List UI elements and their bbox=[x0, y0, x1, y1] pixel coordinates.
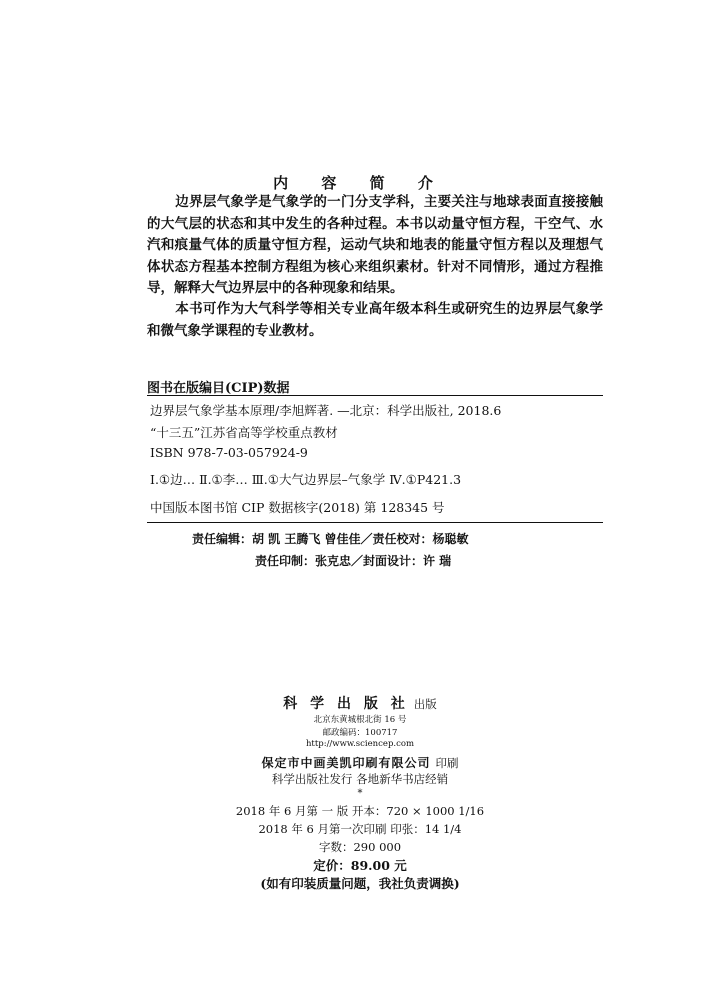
printer-line bbox=[0, 752, 720, 771]
publisher-postcode: 邮政编码：100717 bbox=[322, 728, 398, 738]
cip-line-title: 边界层气象学基本原理/李旭辉著. —北京：科学出版社, 2018.6 bbox=[150, 403, 502, 418]
publisher-action: 出版 bbox=[413, 697, 437, 711]
cip-line-classification: Ⅰ.①边… Ⅱ.①李… Ⅲ.①大气边界层–气象学 Ⅳ.①P421.3 bbox=[150, 472, 462, 487]
publisher-website: http://www.sciencep.com bbox=[305, 739, 415, 749]
staff-line-2: 责任印制：张克忠／封面设计：许 瑞 bbox=[255, 554, 452, 568]
summary-paragraph-1-text: 边界层气象学是气象学的一门分支学科，主要关注与地球表面直接接触的大气层的状态和其中发生的各种过程。本书以动量守恒方程，干空气、水汽和痕量气体的质量守恒方程，运动气块和地表的能量守恒方程以及理想气体状态方程基本控制方程组为核心来组织素材。针对不同情形，通过方程推导，解释大气边界层中的各种现象和结果。 bbox=[147, 194, 603, 296]
publisher-address: 北京东黄城根北街 16 号 bbox=[313, 715, 407, 725]
summary-paragraph-2-text: 本书可作为大气科学等相关专业高年级本科生或研究生的边界层气象学和微气象学课程的专业教材。 bbox=[147, 301, 603, 339]
distribution-line: 科学出版社发行 各地新华书店经销 bbox=[271, 772, 449, 786]
summary-heading: 内 容 简 介 bbox=[273, 174, 447, 192]
cip-line-cip-number: 中国版本图书馆 CIP 数据核字(2018) 第 128345 号 bbox=[150, 500, 445, 515]
summary-paragraph-1 bbox=[147, 192, 603, 300]
cip-line-isbn: ISBN 978-7-03-057924-9 bbox=[150, 445, 308, 460]
price: 定价：89.00 元 bbox=[313, 858, 407, 873]
printer-action: 印刷 bbox=[435, 756, 459, 770]
summary-paragraph-2 bbox=[147, 299, 603, 342]
edition-line-2: 2018 年 6 月第一次印刷 印张：14 1/4 bbox=[258, 822, 462, 836]
staff-line-1: 责任编辑：胡 凯 王腾飞 曾佳佳／责任校对：杨聪敏 bbox=[192, 532, 469, 546]
cip-title: 图书在版编目(CIP)数据 bbox=[147, 381, 290, 396]
publisher-name: 科 学 出 版 社 bbox=[283, 696, 409, 712]
separator-star: * bbox=[357, 788, 363, 799]
edition-line-1: 2018 年 6 月第 一 版 开本：720 × 1000 1/16 bbox=[235, 804, 485, 818]
cip-line-series: “十三五”江苏省高等学校重点教材 bbox=[150, 425, 338, 440]
word-count: 字数：290 000 bbox=[318, 840, 402, 854]
printer-name: 保定市中画美凯印刷有限公司 bbox=[261, 756, 431, 770]
quality-note: (如有印装质量问题，我社负责调换) bbox=[260, 876, 460, 891]
publisher-line bbox=[0, 693, 720, 713]
cip-box bbox=[147, 395, 603, 523]
